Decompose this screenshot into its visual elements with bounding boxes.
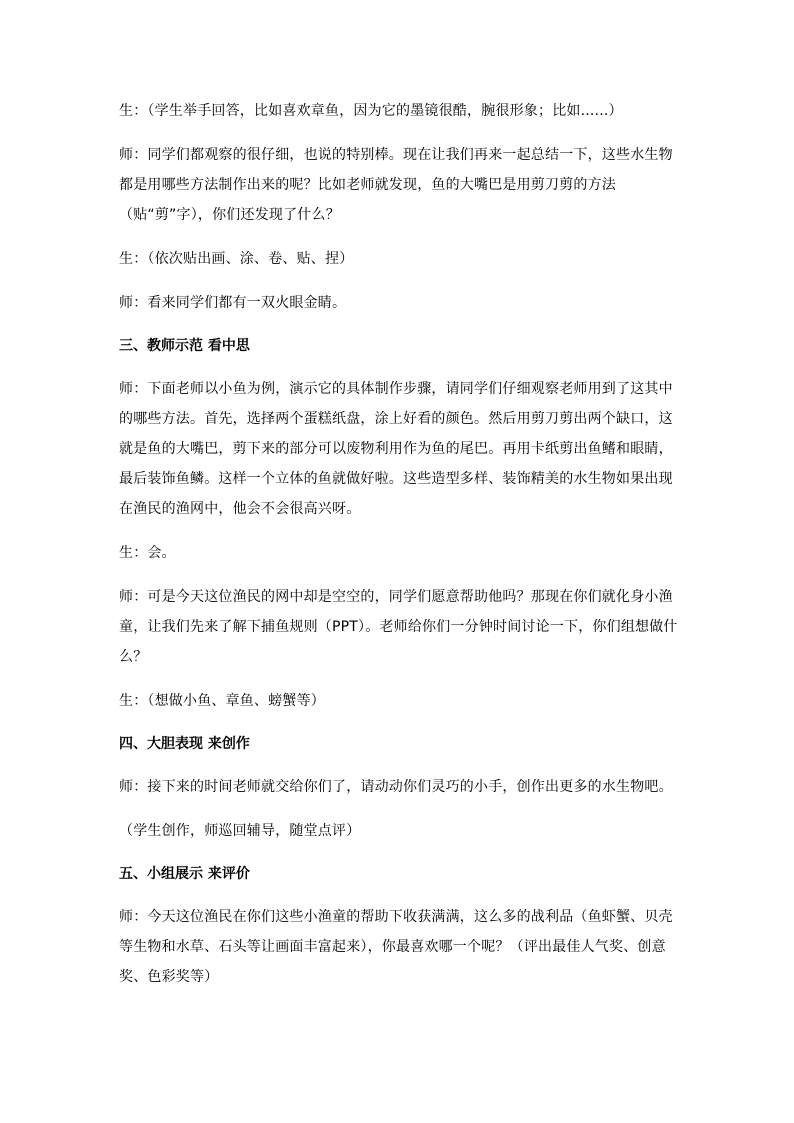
paragraph: 师：可是今天这位渔民的网中却是空空的，同学们愿意帮助他吗？那现在你们就化身小渔童，让我们先来了解下捕鱼规则（PPT）。老师给你们一分钟时间讨论一下，你们组想做什么？ bbox=[119, 589, 678, 665]
paragraph: 师：下面老师以小鱼为例，演示它的具体制作步骤，请同学们仔细观察老师用到了这其中的哪些方法。首先，选择两个蛋糕纸盘，涂上好看的颜色。然后用剪刀剪出两个缺口，这就是鱼的大嘴巴，剪下来的部分可以废物利用作为鱼的尾巴。再用卡纸剪出鱼鳍和眼睛，最后装饰鱼鳞。这样一个立体的鱼就做好啦。这些造型多样、装饰精美的水生物如果出现在渔民的渔网中，他会不会很高兴呀。 bbox=[119, 381, 673, 517]
paragraph: 师：同学们都观察的很仔细，也说的特别棒。现在让我们再来一起总结一下，这些水生物都是用哪些方法制作出来的呢？比如老师就发现，鱼的大嘴巴是用剪刀剪的方法（贴“剪”字），你们还发现了什么？ bbox=[119, 147, 673, 223]
section-heading: 四、大胆表现 来创作 bbox=[119, 736, 250, 752]
paragraph: 师：看来同学们都有一双火眼金睛。 bbox=[119, 295, 347, 311]
section-heading: 五、小组展示 来评价 bbox=[119, 866, 250, 882]
paragraph: 师：接下来的时间老师就交给你们了，请动动你们灵巧的小手，创作出更多的水生物吧。 bbox=[119, 779, 673, 795]
paragraph: 生：会。 bbox=[119, 545, 176, 561]
paragraph: 生：（依次贴出画、涂、卷、贴、捏） bbox=[119, 251, 354, 267]
paragraph: 生：（想做小鱼、章鱼、螃蟹等） bbox=[119, 693, 325, 709]
section-heading: 三、教师示范 看中思 bbox=[119, 338, 250, 354]
document-page bbox=[119, 96, 679, 1006]
paragraph: （学生创作，师巡回辅导，随堂点评） bbox=[119, 823, 361, 839]
paragraph: 师：今天这位渔民在你们这些小渔童的帮助下收获满满，这么多的战利品（鱼虾蟹、贝壳等生物和水草、石头等让画面丰富起来），你最喜欢哪一个呢？（评出最佳人气奖、创意奖、色彩奖等） bbox=[119, 909, 673, 985]
paragraph: 生：（学生举手回答，比如喜欢章鱼，因为它的墨镜很酷，腕很形象；比如......） bbox=[119, 103, 623, 119]
